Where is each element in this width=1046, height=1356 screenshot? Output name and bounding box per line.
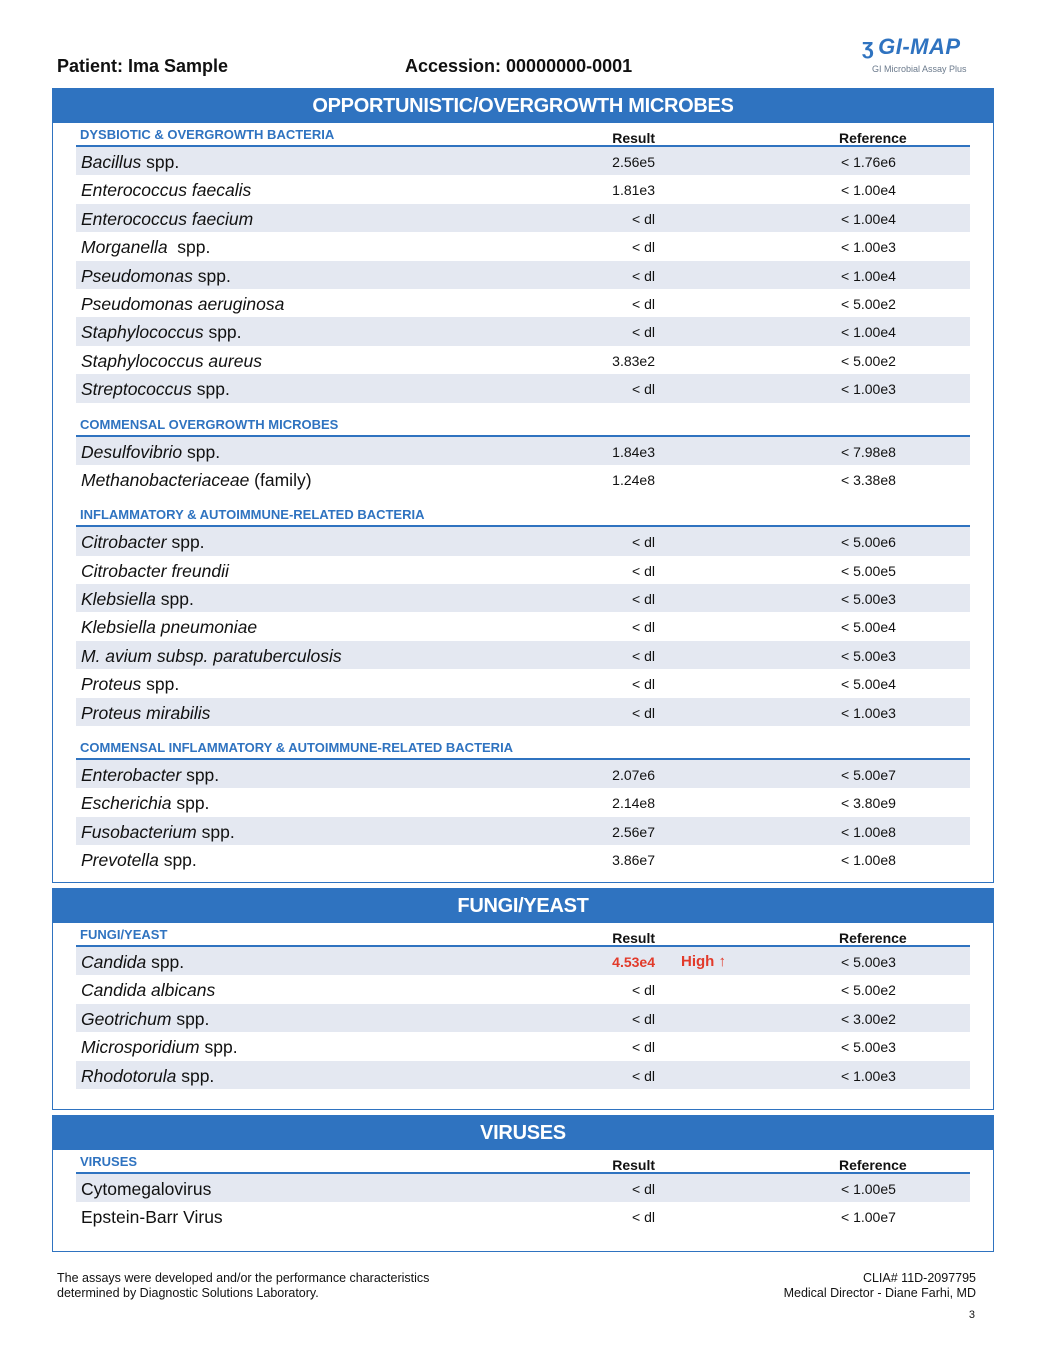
organism-suffix: (family) <box>249 469 312 490</box>
result-value: 3.86e7 <box>612 852 655 869</box>
organism-name <box>81 952 184 973</box>
high-flag: High ↑ <box>681 953 726 970</box>
result-value: < dl <box>632 647 655 664</box>
organism-italic: Proteus mirabilis <box>81 702 211 723</box>
table-row <box>76 147 970 175</box>
result-value: 3.83e2 <box>612 352 655 369</box>
organism-suffix: spp. <box>166 532 205 553</box>
organism-italic: M. avium subsp. paratuberculosis <box>81 645 342 666</box>
reference-value: < 1.00e8 <box>841 852 896 869</box>
section-gap <box>76 493 970 503</box>
table-row <box>76 641 970 669</box>
section-header <box>76 1150 970 1174</box>
logo-subtitle: GI Microbial Assay Plus <box>872 64 967 74</box>
section-title: FUNGI/YEAST <box>80 927 168 942</box>
organism-name <box>81 1066 214 1087</box>
page-number: 3 <box>968 1309 975 1321</box>
panel-fungi-yeast <box>52 888 994 1110</box>
reference-value: < 1.00e7 <box>841 1209 896 1226</box>
result-value: < dl <box>632 982 655 999</box>
organism-italic: Staphylococcus aureus <box>81 350 262 371</box>
panel-opportunistic <box>52 88 994 883</box>
organism-suffix: spp. <box>146 952 185 972</box>
reference-value: < 3.80e9 <box>841 795 896 812</box>
organism-suffix: spp. <box>176 1065 215 1086</box>
organism-italic: Escherichia <box>81 793 172 814</box>
reference-value: < 5.00e5 <box>841 562 896 579</box>
section-gap <box>76 726 970 736</box>
organism-italic: Pseudomonas aeruginosa <box>81 293 285 314</box>
result-value: < dl <box>632 324 655 341</box>
reference-value: < 3.00e2 <box>841 1010 896 1027</box>
organism-italic: Methanobacteriaceae <box>81 469 250 490</box>
reference-value: < 5.00e2 <box>841 982 896 999</box>
result-column-header: Result <box>612 1157 655 1173</box>
table-row <box>76 527 970 555</box>
section-header <box>76 736 970 760</box>
result-value: 2.56e5 <box>612 154 655 170</box>
reference-value: < 5.00e3 <box>841 591 896 608</box>
reference-value: < 5.00e4 <box>841 676 896 693</box>
reference-value: < 7.98e8 <box>841 443 896 460</box>
logo-bracket-icon: ʒ <box>862 34 875 59</box>
result-value: 2.07e6 <box>612 767 655 784</box>
organism-italic: Morganella <box>81 237 168 258</box>
result-value: < dl <box>632 1010 655 1027</box>
organism-name <box>81 1207 223 1228</box>
organism-name <box>81 1179 211 1200</box>
organism-italic: Proteus <box>81 674 142 695</box>
reference-value: < 1.00e5 <box>841 1181 896 1197</box>
table-row <box>76 760 970 788</box>
results-table <box>76 1150 970 1231</box>
organism-name <box>81 617 257 638</box>
section-title: DYSBIOTIC & OVERGROWTH BACTERIA <box>80 127 335 142</box>
organism-name <box>81 1009 209 1030</box>
result-value: < dl <box>632 295 655 312</box>
organism-italic: Enterobacter <box>81 765 182 786</box>
reference-value: < 5.00e6 <box>841 534 896 551</box>
footer-line-2: determined by Diagnostic Solutions Laboratory. <box>57 1286 319 1300</box>
organism-italic: Candida albicans <box>81 980 216 1001</box>
reference-value: < 5.00e4 <box>841 619 896 636</box>
organism-name <box>81 266 231 287</box>
organism-italic: Streptococcus <box>81 379 192 400</box>
result-column-header: Result <box>612 930 655 946</box>
footer-disclaimer <box>57 1271 429 1301</box>
table-row <box>76 975 970 1003</box>
reference-value: < 1.00e3 <box>841 381 896 398</box>
table-row <box>76 437 970 465</box>
table-row <box>76 465 970 493</box>
organism-suffix: spp. <box>141 674 180 695</box>
organism-italic: Staphylococcus <box>81 322 204 343</box>
organism-italic: Prevotella <box>81 850 159 871</box>
reference-column-header: Reference <box>839 1157 907 1173</box>
organism-suffix: spp. <box>191 379 230 400</box>
organism-name <box>81 561 229 582</box>
result-value: < dl <box>632 1067 655 1084</box>
result-value: < dl <box>632 534 655 551</box>
result-value: < dl <box>632 676 655 693</box>
result-value: < dl <box>632 1039 655 1056</box>
table-row <box>76 947 970 975</box>
page-header <box>0 0 1046 88</box>
table-row <box>76 317 970 345</box>
organism-name <box>81 589 194 610</box>
organism-name <box>81 180 251 201</box>
gi-map-logo <box>852 34 982 82</box>
reference-value: < 1.76e6 <box>841 154 896 170</box>
table-row <box>76 289 970 317</box>
table-row <box>76 612 970 640</box>
table-row <box>76 1061 970 1089</box>
organism-name <box>81 532 205 553</box>
result-value: 1.84e3 <box>612 443 655 460</box>
organism-name <box>81 294 284 315</box>
organism-name <box>81 793 209 814</box>
table-row <box>76 845 970 873</box>
organism-italic: Geotrichum <box>81 1008 172 1029</box>
section-gap <box>76 403 970 413</box>
organism-name <box>81 351 262 372</box>
reference-value: < 1.00e8 <box>841 823 896 840</box>
organism-name <box>81 470 312 491</box>
reference-value: < 1.00e4 <box>841 267 896 284</box>
footer-lab-info <box>784 1271 976 1301</box>
organism-italic: Fusobacterium <box>81 821 197 842</box>
section-title: INFLAMMATORY & AUTOIMMUNE-RELATED BACTERIA <box>80 507 425 523</box>
table-row <box>76 698 970 726</box>
section-header <box>76 413 970 437</box>
section-title: COMMENSAL OVERGROWTH MICROBES <box>80 416 339 432</box>
results-table <box>76 123 970 874</box>
organism-name <box>81 1037 238 1058</box>
organism-suffix: Cytomegalovirus <box>81 1179 212 1199</box>
table-row <box>76 1174 970 1202</box>
organism-name <box>81 980 215 1001</box>
table-row <box>76 1032 970 1060</box>
table-row <box>76 669 970 697</box>
organism-suffix: spp. <box>158 850 197 871</box>
organism-italic: Citrobacter freundii <box>81 560 229 581</box>
result-value: 4.53e4 <box>612 954 655 970</box>
result-value: 1.24e8 <box>612 471 655 488</box>
clia-number: CLIA# 11D-2097795 <box>862 1271 976 1285</box>
panel-title: OPPORTUNISTIC/OVERGROWTH MICROBES <box>53 89 993 123</box>
organism-italic: Microsporidium <box>81 1037 200 1058</box>
result-value: < dl <box>632 1181 655 1197</box>
reference-value: < 5.00e7 <box>841 767 896 784</box>
result-value: 2.56e7 <box>612 823 655 840</box>
section-header <box>76 923 970 947</box>
organism-name <box>81 209 253 230</box>
organism-name <box>81 822 235 843</box>
result-value: < dl <box>632 210 655 227</box>
table-row <box>76 204 970 232</box>
medical-director: Medical Director - Diane Farhi, MD <box>783 1286 976 1300</box>
result-value: 1.81e3 <box>612 182 655 199</box>
footer-line-1: The assays were developed and/or the performance characteristics <box>57 1271 430 1285</box>
organism-suffix: spp. <box>167 237 211 258</box>
table-row <box>76 556 970 584</box>
result-value: < dl <box>632 562 655 579</box>
table-row <box>76 175 970 203</box>
reference-value: < 1.00e3 <box>841 704 896 721</box>
reference-value: < 1.00e3 <box>841 239 896 256</box>
table-row <box>76 232 970 260</box>
table-row <box>76 374 970 402</box>
organism-suffix: spp. <box>141 152 180 172</box>
reference-value: < 5.00e2 <box>841 295 896 312</box>
table-row <box>76 1202 970 1230</box>
result-value: 2.14e8 <box>612 795 655 812</box>
organism-name <box>81 237 210 258</box>
organism-name <box>81 152 179 173</box>
logo-text: GI-MAP <box>878 34 961 59</box>
patient-name: Patient: Ima Sample <box>57 56 229 76</box>
organism-suffix: spp. <box>196 821 235 842</box>
organism-italic: Pseudomonas <box>81 265 193 286</box>
section-title: VIRUSES <box>80 1154 138 1169</box>
organism-name <box>81 765 219 786</box>
result-value: < dl <box>632 381 655 398</box>
result-value: < dl <box>632 267 655 284</box>
reference-value: < 5.00e3 <box>841 647 896 664</box>
organism-name <box>81 850 197 871</box>
table-row <box>76 346 970 374</box>
panel-viruses <box>52 1115 994 1252</box>
result-column-header: Result <box>612 130 655 146</box>
accession-number: Accession: 00000000-0001 <box>405 56 633 76</box>
logo-mark <box>862 34 961 60</box>
table-row <box>76 817 970 845</box>
section-header <box>76 503 970 527</box>
reference-value: < 1.00e4 <box>841 210 896 227</box>
table-row <box>76 584 970 612</box>
organism-italic: Desulfovibrio <box>81 441 183 462</box>
organism-italic: Rhodotorula <box>81 1065 177 1086</box>
table-row <box>76 1004 970 1032</box>
result-value: < dl <box>632 704 655 721</box>
reference-column-header: Reference <box>839 130 907 146</box>
organism-suffix: spp. <box>203 322 242 343</box>
panel-title: VIRUSES <box>53 1116 993 1150</box>
results-table <box>76 923 970 1089</box>
result-value: < dl <box>632 619 655 636</box>
organism-suffix: spp. <box>155 589 194 610</box>
organism-italic: Citrobacter <box>81 532 167 553</box>
section-title: COMMENSAL INFLAMMATORY & AUTOIMMUNE-RELATED BACTERIA <box>80 740 514 756</box>
organism-name <box>81 674 179 695</box>
organism-name <box>81 379 230 400</box>
organism-name <box>81 646 342 667</box>
organism-suffix: spp. <box>171 1008 210 1029</box>
result-value: < dl <box>632 591 655 608</box>
organism-suffix: spp. <box>182 441 221 462</box>
reference-value: < 5.00e3 <box>841 954 896 970</box>
reference-value: < 3.38e8 <box>841 471 896 488</box>
organism-italic: Candida <box>81 952 147 972</box>
table-row <box>76 261 970 289</box>
organism-name <box>81 442 220 463</box>
section-header <box>76 123 970 147</box>
organism-suffix: spp. <box>199 1037 238 1058</box>
organism-suffix: spp. <box>181 765 220 786</box>
result-value: < dl <box>632 239 655 256</box>
reference-value: < 1.00e4 <box>841 182 896 199</box>
reference-value: < 1.00e4 <box>841 324 896 341</box>
reference-value: < 5.00e2 <box>841 352 896 369</box>
organism-suffix: Epstein-Barr Virus <box>81 1207 223 1228</box>
organism-name <box>81 703 210 724</box>
organism-suffix: spp. <box>192 265 231 286</box>
organism-italic: Bacillus <box>81 152 142 172</box>
result-value: < dl <box>632 1209 655 1226</box>
organism-name <box>81 322 242 343</box>
organism-italic: Enterococcus faecium <box>81 208 254 229</box>
reference-column-header: Reference <box>839 930 907 946</box>
organism-italic: Klebsiella <box>81 589 156 610</box>
organism-italic: Enterococcus faecalis <box>81 180 252 201</box>
reference-value: < 1.00e3 <box>841 1067 896 1084</box>
organism-suffix: spp. <box>171 793 210 814</box>
table-row <box>76 788 970 816</box>
reference-value: < 5.00e3 <box>841 1039 896 1056</box>
panel-title: FUNGI/YEAST <box>53 889 993 923</box>
organism-italic: Klebsiella pneumoniae <box>81 617 258 638</box>
